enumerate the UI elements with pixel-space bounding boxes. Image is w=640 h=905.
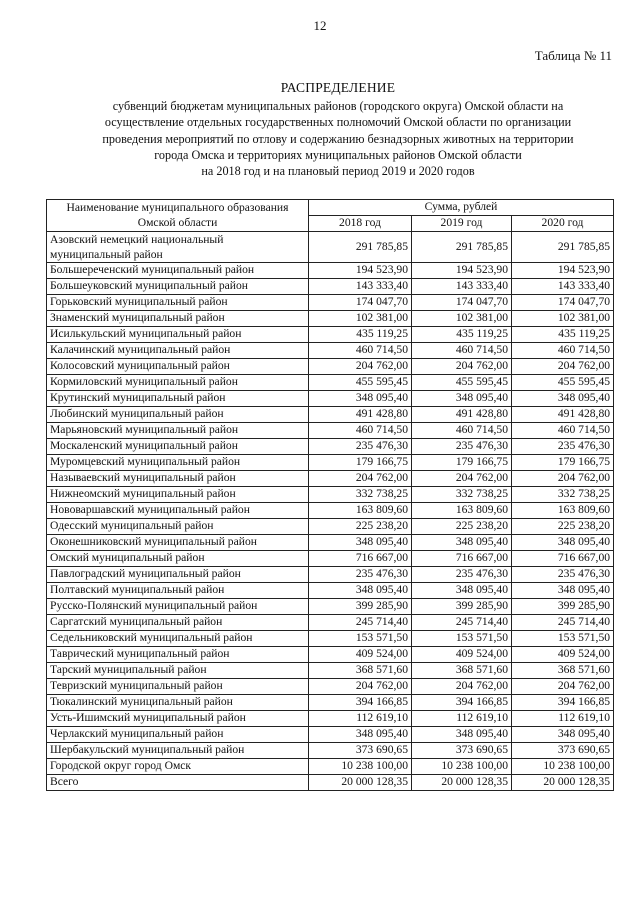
value-2018-cell: 368 571,60 bbox=[309, 663, 412, 679]
value-2019-cell: 112 619,10 bbox=[412, 711, 512, 727]
value-2019-cell: 235 476,30 bbox=[412, 567, 512, 583]
table-row bbox=[47, 359, 614, 375]
value-2018-cell: 373 690,65 bbox=[309, 743, 412, 759]
municipality-name-cell: Азовский немецкий национальный муниципальный район bbox=[47, 232, 309, 263]
municipality-name-cell: Тюкалинский муниципальный район bbox=[47, 695, 309, 711]
subtitle-line: проведения мероприятий по отлову и содержанию безнадзорных животных на территории bbox=[102, 131, 574, 146]
municipality-name-cell: Исилькульский муниципальный район bbox=[47, 327, 309, 343]
value-2020-cell: 368 571,60 bbox=[512, 663, 614, 679]
municipality-name-cell: Крутинский муниципальный район bbox=[47, 391, 309, 407]
table-row bbox=[47, 232, 614, 263]
municipality-name-cell: Оконешниковский муниципальный район bbox=[47, 535, 309, 551]
value-2020-cell: 10 238 100,00 bbox=[512, 759, 614, 775]
table-header bbox=[47, 200, 614, 232]
value-2018-cell: 291 785,85 bbox=[309, 232, 412, 263]
value-2020-cell: 716 667,00 bbox=[512, 551, 614, 567]
value-2019-cell: 204 762,00 bbox=[412, 359, 512, 375]
value-2019-cell: 10 238 100,00 bbox=[412, 759, 512, 775]
value-2018-cell: 204 762,00 bbox=[309, 471, 412, 487]
header-year-2018: 2018 год bbox=[309, 216, 412, 232]
table-row bbox=[47, 471, 614, 487]
value-2020-cell: 348 095,40 bbox=[512, 583, 614, 599]
municipality-name-cell: Таврический муниципальный район bbox=[47, 647, 309, 663]
document-title: РАСПРЕДЕЛЕНИЕ bbox=[280, 80, 396, 95]
value-2019-cell: 460 714,50 bbox=[412, 423, 512, 439]
value-2019-cell: 373 690,65 bbox=[412, 743, 512, 759]
value-2020-cell: 460 714,50 bbox=[512, 423, 614, 439]
table-row bbox=[47, 455, 614, 471]
value-2019-cell: 394 166,85 bbox=[412, 695, 512, 711]
value-2020-cell: 348 095,40 bbox=[512, 727, 614, 743]
value-2019-cell: 102 381,00 bbox=[412, 311, 512, 327]
distribution-table bbox=[46, 199, 614, 791]
value-2018-cell: 112 619,10 bbox=[309, 711, 412, 727]
municipality-name-cell: Знаменский муниципальный район bbox=[47, 311, 309, 327]
value-2020-cell: 348 095,40 bbox=[512, 535, 614, 551]
value-2019-cell: 455 595,45 bbox=[412, 375, 512, 391]
value-2019-cell: 332 738,25 bbox=[412, 487, 512, 503]
table-row bbox=[47, 311, 614, 327]
municipality-name-cell: Саргатский муниципальный район bbox=[47, 615, 309, 631]
value-2019-cell: 368 571,60 bbox=[412, 663, 512, 679]
value-2018-cell: 194 523,90 bbox=[309, 263, 412, 279]
value-2020-cell: 235 476,30 bbox=[512, 439, 614, 455]
value-2020-cell: 394 166,85 bbox=[512, 695, 614, 711]
table-row bbox=[47, 743, 614, 759]
value-2018-cell: 143 333,40 bbox=[309, 279, 412, 295]
value-2019-cell: 194 523,90 bbox=[412, 263, 512, 279]
table-row bbox=[47, 551, 614, 567]
table-row bbox=[47, 263, 614, 279]
municipality-name-cell: Нововаршавский муниципальный район bbox=[47, 503, 309, 519]
municipality-name-cell: Павлоградский муниципальный район bbox=[47, 567, 309, 583]
value-2018-cell: 348 095,40 bbox=[309, 583, 412, 599]
value-2018-cell: 716 667,00 bbox=[309, 551, 412, 567]
municipality-name-cell: Тарский муниципальный район bbox=[47, 663, 309, 679]
municipality-name-cell: Муромцевский муниципальный район bbox=[47, 455, 309, 471]
municipality-name-cell: Омский муниципальный район bbox=[47, 551, 309, 567]
value-2019-cell: 204 762,00 bbox=[412, 471, 512, 487]
value-2018-cell: 204 762,00 bbox=[309, 359, 412, 375]
table-row bbox=[47, 583, 614, 599]
value-2019-cell: 435 119,25 bbox=[412, 327, 512, 343]
table-body bbox=[47, 232, 614, 791]
municipality-name-cell: Кормиловский муниципальный район bbox=[47, 375, 309, 391]
table-row bbox=[47, 535, 614, 551]
value-2019-cell: 460 714,50 bbox=[412, 343, 512, 359]
table-row bbox=[47, 327, 614, 343]
municipality-name-cell: Тевризский муниципальный район bbox=[47, 679, 309, 695]
table-row bbox=[47, 407, 614, 423]
value-2020-cell: 112 619,10 bbox=[512, 711, 614, 727]
municipality-name-cell: Большеуковский муниципальный район bbox=[47, 279, 309, 295]
value-2019-cell: 491 428,80 bbox=[412, 407, 512, 423]
municipality-name-cell: Москаленский муниципальный район bbox=[47, 439, 309, 455]
value-2019-cell: 143 333,40 bbox=[412, 279, 512, 295]
table-row bbox=[47, 375, 614, 391]
value-2020-cell: 460 714,50 bbox=[512, 343, 614, 359]
municipality-name-cell: Большереченский муниципальный район bbox=[47, 263, 309, 279]
value-2020-cell: 332 738,25 bbox=[512, 487, 614, 503]
table-row bbox=[47, 615, 614, 631]
municipality-name-cell: Одесский муниципальный район bbox=[47, 519, 309, 535]
value-2019-cell: 348 095,40 bbox=[412, 583, 512, 599]
header-year-2020: 2020 год bbox=[512, 216, 614, 232]
value-2018-cell: 409 524,00 bbox=[309, 647, 412, 663]
table-label: Таблица № 11 bbox=[534, 48, 612, 63]
municipality-name-cell: Всего bbox=[47, 775, 309, 791]
table-row bbox=[47, 391, 614, 407]
subtitle-line: на 2018 год и на плановый период 2019 и 2020 годов bbox=[201, 164, 475, 179]
value-2019-cell: 179 166,75 bbox=[412, 455, 512, 471]
value-2020-cell: 491 428,80 bbox=[512, 407, 614, 423]
table-row bbox=[47, 439, 614, 455]
value-2018-cell: 399 285,90 bbox=[309, 599, 412, 615]
value-2018-cell: 394 166,85 bbox=[309, 695, 412, 711]
value-2020-cell: 179 166,75 bbox=[512, 455, 614, 471]
value-2018-cell: 20 000 128,35 bbox=[309, 775, 412, 791]
value-2020-cell: 153 571,50 bbox=[512, 631, 614, 647]
table-row bbox=[47, 567, 614, 583]
municipality-name-cell: Марьяновский муниципальный район bbox=[47, 423, 309, 439]
value-2020-cell: 174 047,70 bbox=[512, 295, 614, 311]
header-year-2019: 2019 год bbox=[412, 216, 512, 232]
municipality-name-cell: Усть-Ишимский муниципальный район bbox=[47, 711, 309, 727]
value-2018-cell: 163 809,60 bbox=[309, 503, 412, 519]
title-block bbox=[48, 80, 628, 179]
value-2019-cell: 235 476,30 bbox=[412, 439, 512, 455]
value-2019-cell: 291 785,85 bbox=[412, 232, 512, 263]
table-row bbox=[47, 711, 614, 727]
value-2020-cell: 204 762,00 bbox=[512, 679, 614, 695]
value-2018-cell: 245 714,40 bbox=[309, 615, 412, 631]
value-2020-cell: 20 000 128,35 bbox=[512, 775, 614, 791]
value-2019-cell: 348 095,40 bbox=[412, 535, 512, 551]
value-2020-cell: 291 785,85 bbox=[512, 232, 614, 263]
value-2020-cell: 143 333,40 bbox=[512, 279, 614, 295]
table-row bbox=[47, 503, 614, 519]
value-2019-cell: 204 762,00 bbox=[412, 679, 512, 695]
value-2020-cell: 204 762,00 bbox=[512, 359, 614, 375]
value-2018-cell: 235 476,30 bbox=[309, 439, 412, 455]
municipality-name-cell: Седельниковский муниципальный район bbox=[47, 631, 309, 647]
table-row bbox=[47, 519, 614, 535]
value-2019-cell: 716 667,00 bbox=[412, 551, 512, 567]
value-2020-cell: 194 523,90 bbox=[512, 263, 614, 279]
value-2020-cell: 102 381,00 bbox=[512, 311, 614, 327]
value-2018-cell: 153 571,50 bbox=[309, 631, 412, 647]
table-row bbox=[47, 727, 614, 743]
value-2020-cell: 245 714,40 bbox=[512, 615, 614, 631]
value-2018-cell: 348 095,40 bbox=[309, 727, 412, 743]
value-2018-cell: 102 381,00 bbox=[309, 311, 412, 327]
value-2020-cell: 373 690,65 bbox=[512, 743, 614, 759]
value-2020-cell: 409 524,00 bbox=[512, 647, 614, 663]
value-2018-cell: 348 095,40 bbox=[309, 391, 412, 407]
value-2020-cell: 235 476,30 bbox=[512, 567, 614, 583]
table-row bbox=[47, 295, 614, 311]
table-row bbox=[47, 343, 614, 359]
value-2018-cell: 10 238 100,00 bbox=[309, 759, 412, 775]
municipality-name-cell: Русско-Полянский муниципальный район bbox=[47, 599, 309, 615]
municipality-name-cell: Полтавский муниципальный район bbox=[47, 583, 309, 599]
table-row bbox=[47, 759, 614, 775]
table-row bbox=[47, 695, 614, 711]
value-2020-cell: 204 762,00 bbox=[512, 471, 614, 487]
value-2019-cell: 225 238,20 bbox=[412, 519, 512, 535]
table-row bbox=[47, 631, 614, 647]
municipality-name-cell: Нижнеомский муниципальный район bbox=[47, 487, 309, 503]
value-2020-cell: 348 095,40 bbox=[512, 391, 614, 407]
municipality-name-cell: Любинский муниципальный район bbox=[47, 407, 309, 423]
municipality-name-cell: Городской округ город Омск bbox=[47, 759, 309, 775]
value-2018-cell: 332 738,25 bbox=[309, 487, 412, 503]
table-row bbox=[47, 423, 614, 439]
value-2019-cell: 348 095,40 bbox=[412, 727, 512, 743]
value-2020-cell: 163 809,60 bbox=[512, 503, 614, 519]
value-2020-cell: 399 285,90 bbox=[512, 599, 614, 615]
table-row bbox=[47, 487, 614, 503]
municipality-name-cell: Калачинский муниципальный район bbox=[47, 343, 309, 359]
header-sum: Сумма, рублей bbox=[309, 200, 614, 216]
value-2019-cell: 153 571,50 bbox=[412, 631, 512, 647]
value-2019-cell: 409 524,00 bbox=[412, 647, 512, 663]
value-2019-cell: 163 809,60 bbox=[412, 503, 512, 519]
value-2018-cell: 491 428,80 bbox=[309, 407, 412, 423]
header-name: Наименование муниципального образования Омской области bbox=[47, 200, 309, 232]
table-row bbox=[47, 663, 614, 679]
subtitle-line: субвенций бюджетам муниципальных районов (городского округа) Омской области на bbox=[112, 99, 564, 113]
value-2018-cell: 435 119,25 bbox=[309, 327, 412, 343]
value-2018-cell: 460 714,50 bbox=[309, 423, 412, 439]
subtitle-line: города Омска и территориях муниципальных районов Омской области bbox=[154, 147, 522, 162]
page-number: 12 bbox=[313, 18, 327, 33]
value-2019-cell: 399 285,90 bbox=[412, 599, 512, 615]
municipality-name-cell: Черлакский муниципальный район bbox=[47, 727, 309, 743]
value-2018-cell: 174 047,70 bbox=[309, 295, 412, 311]
value-2018-cell: 455 595,45 bbox=[309, 375, 412, 391]
table-row bbox=[47, 599, 614, 615]
value-2019-cell: 20 000 128,35 bbox=[412, 775, 512, 791]
table-row bbox=[47, 679, 614, 695]
value-2019-cell: 174 047,70 bbox=[412, 295, 512, 311]
value-2019-cell: 348 095,40 bbox=[412, 391, 512, 407]
value-2020-cell: 225 238,20 bbox=[512, 519, 614, 535]
value-2018-cell: 235 476,30 bbox=[309, 567, 412, 583]
value-2018-cell: 348 095,40 bbox=[309, 535, 412, 551]
value-2019-cell: 245 714,40 bbox=[412, 615, 512, 631]
municipality-name-cell: Горьковский муниципальный район bbox=[47, 295, 309, 311]
value-2020-cell: 455 595,45 bbox=[512, 375, 614, 391]
value-2018-cell: 225 238,20 bbox=[309, 519, 412, 535]
value-2018-cell: 204 762,00 bbox=[309, 679, 412, 695]
municipality-name-cell: Шербакульский муниципальный район bbox=[47, 743, 309, 759]
table-row bbox=[47, 279, 614, 295]
total-row bbox=[47, 775, 614, 791]
municipality-name-cell: Называевский муниципальный район bbox=[47, 471, 309, 487]
value-2018-cell: 179 166,75 bbox=[309, 455, 412, 471]
value-2018-cell: 460 714,50 bbox=[309, 343, 412, 359]
table-row bbox=[47, 647, 614, 663]
municipality-name-cell: Колосовский муниципальный район bbox=[47, 359, 309, 375]
value-2020-cell: 435 119,25 bbox=[512, 327, 614, 343]
subtitle-line: осуществление отдельных государственных полномочий Омской области по организации bbox=[104, 115, 572, 130]
